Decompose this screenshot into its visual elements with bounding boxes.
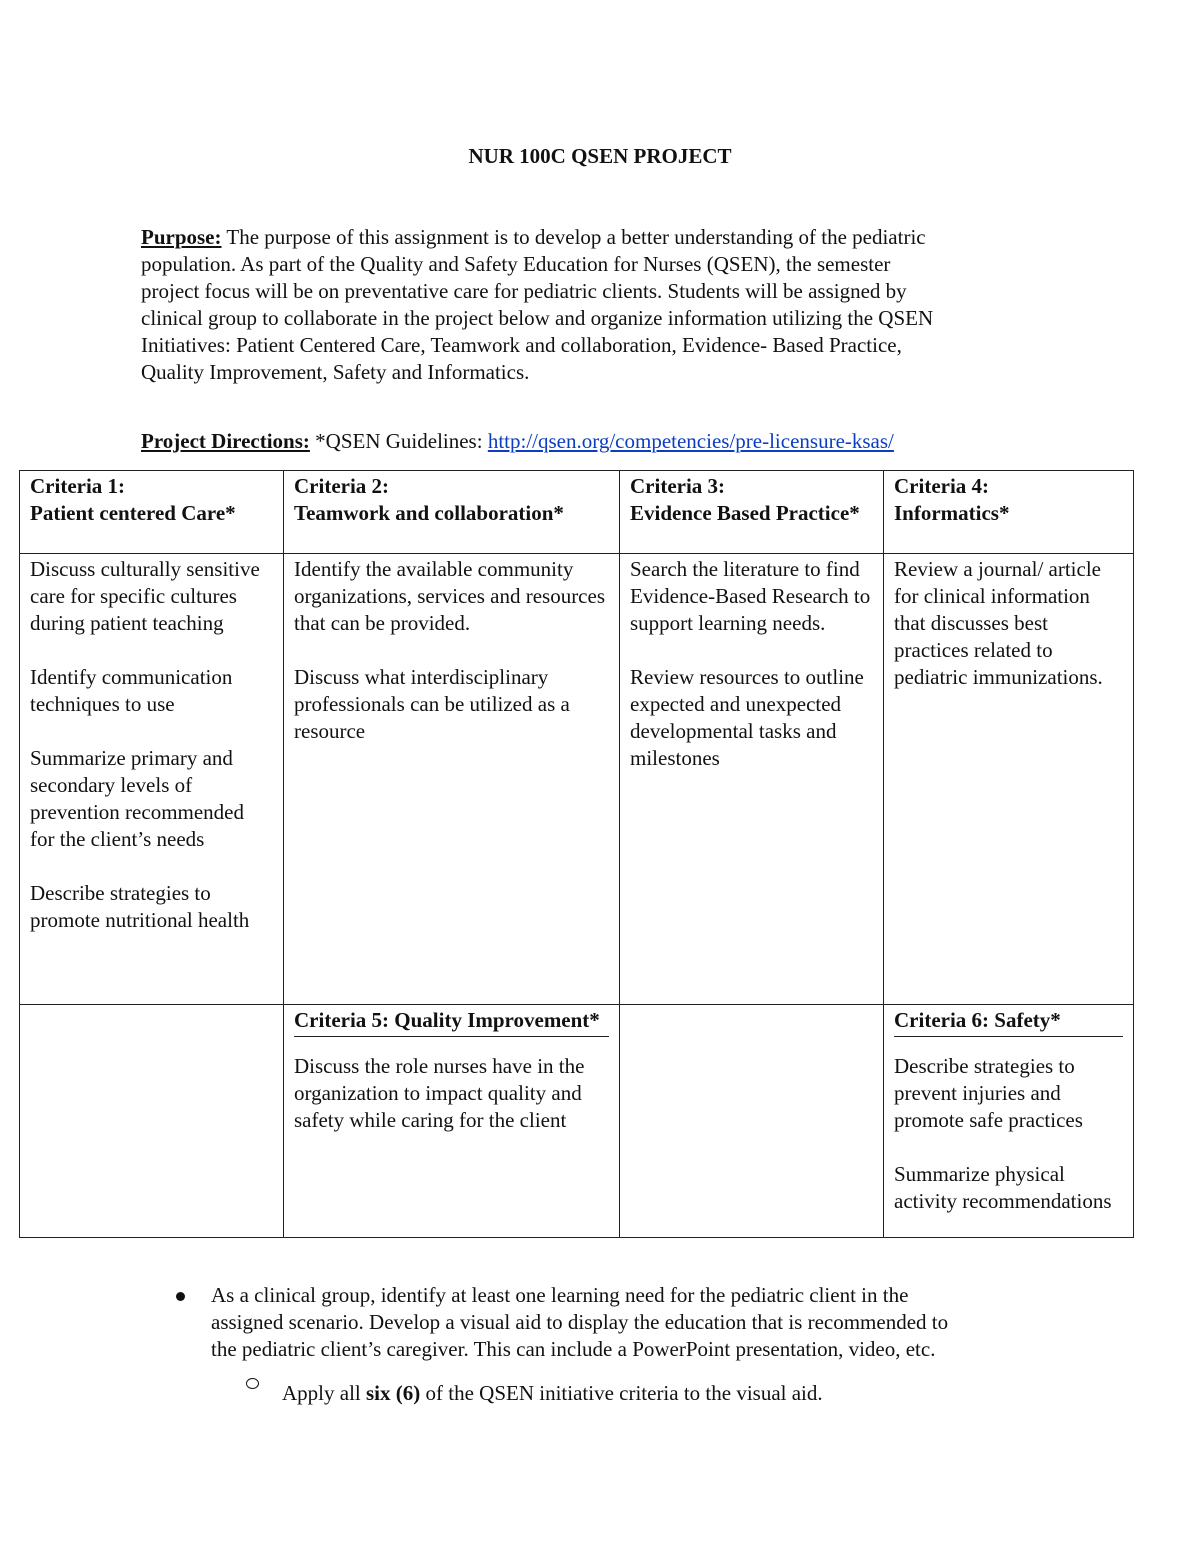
criteria-item: Identify the available community organizations, services and resources that can be provided. <box>294 557 606 635</box>
criteria-2-header: Criteria 2: Teamwork and collaboration* <box>284 471 620 554</box>
criteria-table <box>19 470 1134 1238</box>
purpose-line: Quality Improvement, Safety and Informatics. <box>141 360 530 384</box>
instruction-item: As a clinical group, identify at least one learning need for the pediatric client in the assigned scenario. Develop a visual aid to display the education that is recommended to the pediatric client’s caregiver. This can include a PowerPoint presentation, video, etc. <box>211 1283 949 1361</box>
qsen-guidelines-link[interactable]: http://qsen.org/competencies/pre-licensure-ksas/ <box>487 429 894 453</box>
directions-text: *QSEN Guidelines: <box>309 429 488 453</box>
criteria-6-header: Criteria 6: Safety* <box>894 1007 1123 1037</box>
bullet-circle-icon <box>246 1378 259 1389</box>
criteria-header-row <box>20 471 1134 554</box>
criteria-1-header: Criteria 1: Patient centered Care* <box>20 471 284 554</box>
criteria-item: Discuss culturally sensitive care for specific cultures during patient teaching <box>30 557 260 635</box>
criteria-body-row <box>20 554 1134 1005</box>
empty-cell <box>20 1005 284 1238</box>
purpose-section <box>141 224 1061 386</box>
bullet-dot-icon <box>176 1292 185 1301</box>
purpose-line: Initiatives: Patient Centered Care, Teamwork and collaboration, Evidence- Based Practice, <box>141 333 902 357</box>
directions-label: Project Directions: <box>141 429 310 453</box>
criteria-item: Identify communication techniques to use <box>30 665 233 716</box>
sub-instruction-item: Apply all six (6) of the QSEN initiative criteria to the visual aid. <box>282 1381 823 1405</box>
criteria-4-header: Criteria 4: Informatics* <box>884 471 1134 554</box>
empty-cell <box>620 1005 884 1238</box>
criteria-4-cell <box>884 554 1134 1005</box>
criteria-item: Discuss the role nurses have in the organization to impact quality and safety while caring for the client <box>294 1054 585 1132</box>
purpose-line: project focus will be on preventative care for pediatric clients. Students will be assigned by <box>141 279 907 303</box>
criteria-5-header: Criteria 5: Quality Improvement* <box>294 1007 609 1037</box>
purpose-line: clinical group to collaborate in the project below and organize information utilizing the QSEN <box>141 306 934 330</box>
purpose-line: Purpose: The purpose of this assignment is to develop a better understanding of the pediatric <box>141 225 926 249</box>
criteria-item: Discuss what interdisciplinary professionals can be utilized as a resource <box>294 665 570 743</box>
criteria-6-cell <box>884 1005 1134 1238</box>
project-directions <box>141 428 894 455</box>
criteria-item: Summarize primary and secondary levels of prevention recommended for the client’s needs <box>30 746 244 851</box>
criteria-item: Review resources to outline expected and unexpected developmental tasks and milestones <box>630 665 864 770</box>
criteria-2-cell <box>284 554 620 1005</box>
criteria-item: Summarize physical activity recommendations <box>894 1162 1112 1213</box>
purpose-line: population. As part of the Quality and Safety Education for Nurses (QSEN), the semester <box>141 252 891 276</box>
criteria-item: Describe strategies to prevent injuries and promote safe practices <box>894 1054 1083 1132</box>
criteria-item: Describe strategies to promote nutritional health <box>30 881 250 932</box>
document-title: NUR 100C QSEN PROJECT <box>468 144 732 168</box>
criteria-3-header: Criteria 3: Evidence Based Practice* <box>620 471 884 554</box>
criteria-item: Search the literature to find Evidence-Based Research to support learning needs. <box>630 557 871 635</box>
criteria-1-cell <box>20 554 284 1005</box>
criteria-item: Review a journal/ article for clinical information that discusses best practices related to pediatric immunizations. <box>894 557 1103 689</box>
purpose-label: Purpose: <box>141 225 222 249</box>
criteria-3-cell <box>620 554 884 1005</box>
criteria-bottom-row <box>20 1005 1134 1238</box>
criteria-5-cell <box>284 1005 620 1238</box>
